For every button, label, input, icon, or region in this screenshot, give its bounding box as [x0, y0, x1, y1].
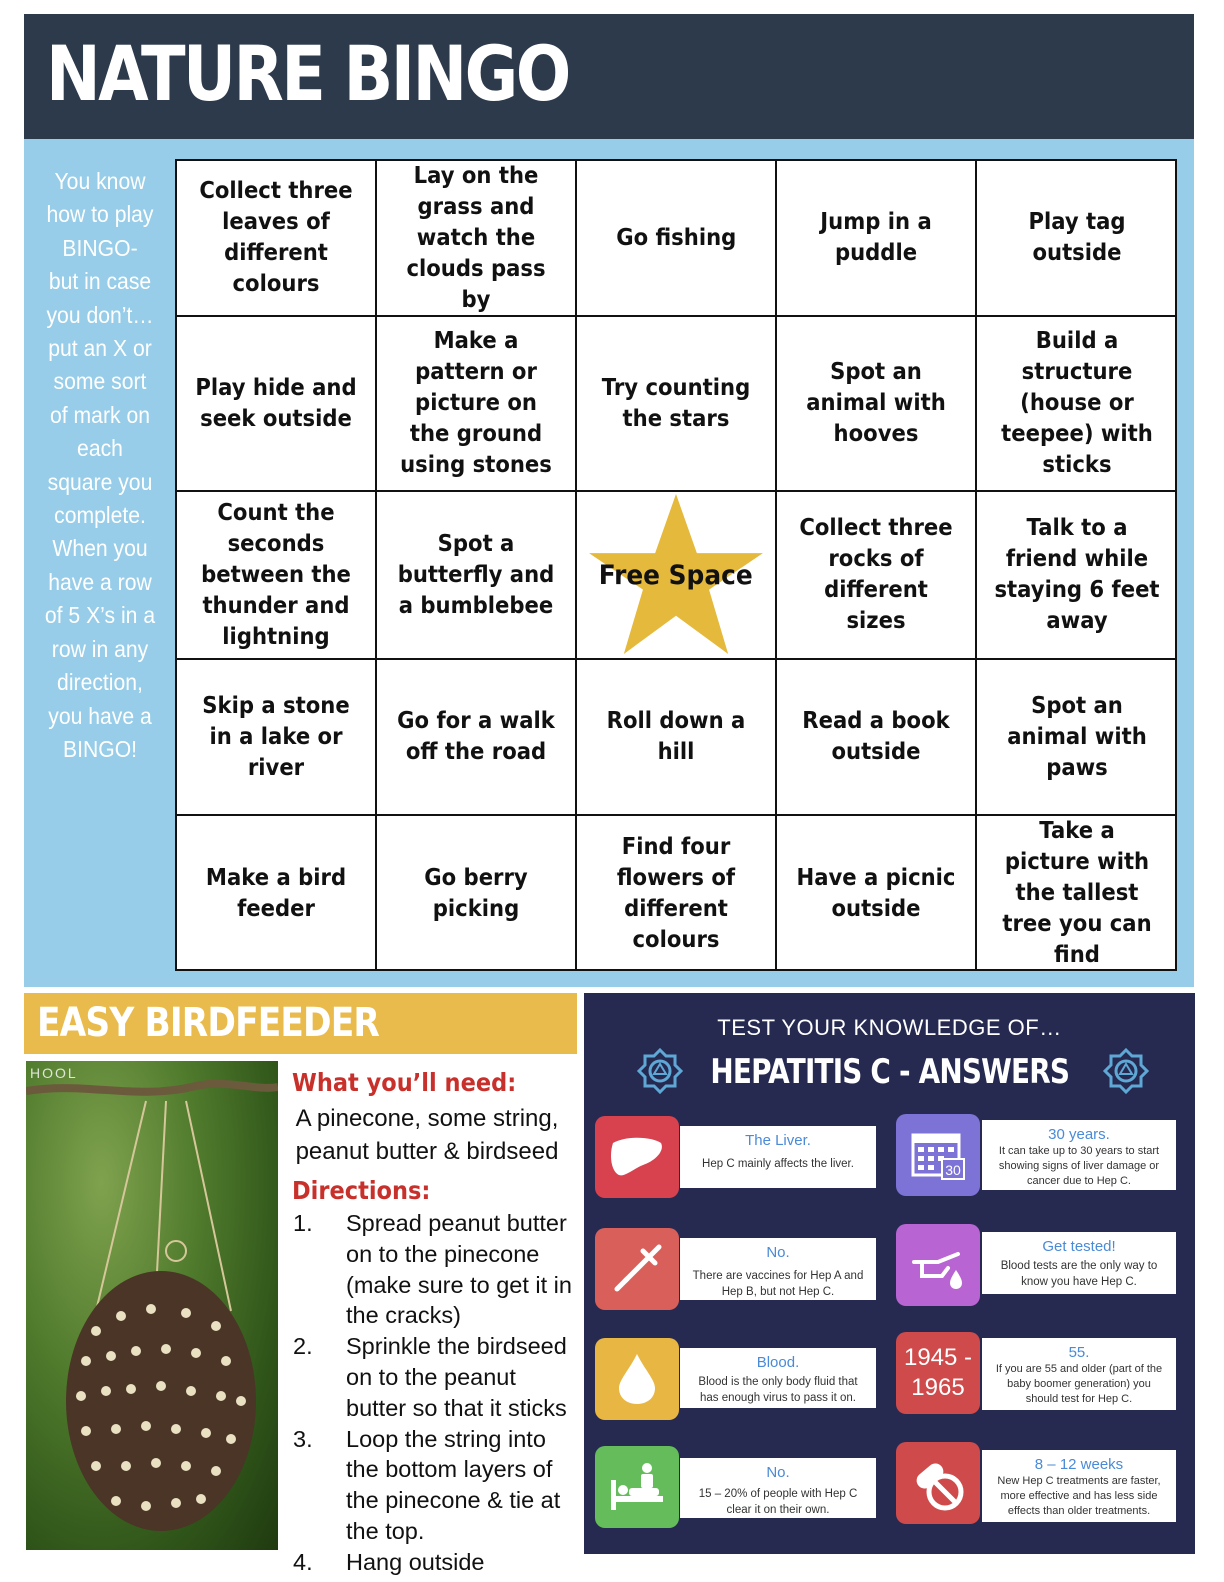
needs-heading: What you’ll need: [292, 1068, 517, 1097]
step-text: Sprinkle the birdseed on to the peanut butter so that it sticks [346, 1333, 567, 1421]
liver-icon [595, 1116, 679, 1198]
photo-watermark: HOOL [30, 1065, 78, 1081]
direction-step [292, 1424, 582, 1547]
answer-card [982, 1450, 1176, 1522]
years-start: 1945 - [903, 1344, 973, 1371]
calendar-number: 30 [945, 1162, 961, 1178]
bingo-square-label: Play tag outside [1028, 209, 1126, 266]
bingo-square-label: Play hide and seek outside [195, 374, 357, 432]
bingo-square[interactable] [577, 317, 777, 492]
answer-title: Blood. [756, 1354, 800, 1371]
answer-text: Blood is the only body fluid that has enough virus to pass it on. [698, 1376, 858, 1404]
needs-text: A pinecone, some string, peanut butter & birdseed [295, 1105, 559, 1165]
bingo-square-label: Find four flowers of different colours [616, 833, 736, 953]
pills-icon [896, 1442, 980, 1524]
direction-step [292, 1208, 582, 1331]
answer-text: Blood tests are the only way to know you have Hep C. [1000, 1260, 1158, 1288]
bingo-square-label: Collect three leaves of different colours [199, 178, 353, 297]
step-number: 4. [293, 1548, 313, 1575]
answer-title: 8 – 12 weeks [1034, 1456, 1124, 1473]
direction-step [292, 1547, 582, 1578]
gear-icon [1103, 1048, 1149, 1094]
birth-years-tile [896, 1332, 980, 1414]
years-end: 1965 [911, 1374, 965, 1401]
step-text: Hang outside [346, 1548, 485, 1575]
bingo-square-label: Skip a stone in a lake or river [202, 692, 350, 781]
bingo-instructions: You know how to play BINGO- but in case you don’t… put an X or some sort of mark on each square you complete. When you have a row of 5 X’s in a row in any direction, you have a BINGO! [44, 168, 156, 762]
bingo-square-label: Have a picnic outside [796, 864, 956, 922]
bingo-square[interactable] [777, 161, 977, 317]
step-text: Spread peanut butter on to the pinecone (make sure to get it in the cracks) [346, 1210, 572, 1329]
answer-title: Get tested! [1042, 1238, 1116, 1255]
bingo-square-label: Spot an animal with hooves [806, 359, 946, 447]
calendar-icon [896, 1114, 980, 1196]
directions-heading: Directions: [292, 1176, 431, 1205]
bingo-square[interactable] [777, 492, 977, 660]
bingo-square[interactable] [777, 660, 977, 816]
bingo-square-label: Talk to a friend while staying 6 feet away [994, 515, 1160, 634]
step-text: Loop the string into the bottom layers of the pinecone & tie at the top. [346, 1425, 561, 1544]
answer-card [680, 1348, 876, 1408]
step-number: 1. [293, 1210, 313, 1236]
bingo-square[interactable] [377, 816, 577, 971]
answer-card [982, 1232, 1176, 1294]
bingo-square[interactable] [377, 492, 577, 660]
bingo-square[interactable] [777, 816, 977, 971]
bingo-square-label: Read a book outside [802, 708, 950, 765]
bingo-square[interactable] [977, 660, 1177, 816]
bingo-square[interactable] [177, 492, 377, 660]
step-number: 2. [293, 1333, 313, 1360]
bingo-square-label: Go fishing [615, 224, 737, 251]
bingo-square-label: Collect three rocks of different sizes [799, 515, 953, 634]
bingo-square[interactable] [177, 161, 377, 317]
bingo-square-label: Spot a butterfly and a bumblebee [397, 530, 555, 619]
bingo-square[interactable] [977, 492, 1177, 660]
bingo-square[interactable] [577, 660, 777, 816]
answer-card [982, 1120, 1176, 1190]
bingo-square-label: Jump in a puddle [820, 209, 932, 266]
answer-card [680, 1126, 876, 1188]
bingo-square[interactable] [177, 317, 377, 492]
bingo-square-label: Count the seconds between the thunder and lightning [201, 499, 351, 650]
bingo-square-label: Roll down a hill [606, 708, 746, 765]
answer-text: Hep C mainly affects the liver. [702, 1158, 854, 1170]
answer-title: 55. [1068, 1344, 1090, 1361]
bingo-square[interactable] [177, 816, 377, 971]
answer-card [680, 1458, 876, 1518]
bingo-grid [175, 159, 1177, 971]
finger-prick-icon [896, 1224, 980, 1306]
bingo-square-label: Make a bird feeder [205, 864, 347, 922]
bingo-square[interactable] [977, 161, 1177, 317]
bingo-square-label: Build a structure (house or teepee) with sticks [1001, 328, 1153, 478]
gear-icon [637, 1048, 683, 1094]
bingo-square[interactable] [977, 317, 1177, 492]
bingo-square[interactable] [177, 660, 377, 816]
bingo-square-label: Spot an animal with paws [1007, 692, 1147, 781]
bingo-square-label: Make a pattern or picture on the ground using stones [400, 328, 552, 478]
bingo-square-label: Go berry picking [424, 864, 528, 922]
syringe-icon [595, 1228, 679, 1310]
pinecone-illustration [26, 1061, 278, 1550]
answer-card [982, 1338, 1176, 1410]
answer-title: No. [766, 1464, 790, 1481]
bingo-square[interactable] [777, 317, 977, 492]
step-number: 3. [293, 1425, 313, 1452]
directions-list [292, 1208, 582, 1578]
bingo-square[interactable] [377, 317, 577, 492]
direction-step [292, 1331, 582, 1423]
free-space-label: Free Space [599, 559, 753, 591]
answer-text: It can take up to 30 years to start showing signs of liver damage or cancer due to Hep C. [998, 1145, 1160, 1187]
answer-title: 30 years. [1048, 1126, 1110, 1143]
blood-drop-icon [595, 1338, 679, 1420]
patient-bed-icon [595, 1446, 679, 1528]
answer-text: 15 – 20% of people with Hep C clear it on their own. [698, 1488, 858, 1516]
hepatitis-subtitle: TEST YOUR KNOWLEDGE OF… [717, 1015, 1062, 1040]
answer-title: The Liver. [745, 1132, 811, 1149]
page-title: NATURE BINGO [46, 29, 569, 118]
answer-title: No. [766, 1244, 790, 1261]
birdfeeder-title: EASY BIRDFEEDER [37, 1000, 379, 1046]
bingo-square[interactable] [577, 816, 777, 971]
bingo-square[interactable] [577, 161, 777, 317]
page-header [24, 14, 1194, 139]
answer-card [680, 1238, 876, 1300]
bingo-square[interactable] [977, 816, 1177, 971]
pinecone-feeder-photo [26, 1061, 278, 1550]
bingo-square-label: Lay on the grass and watch the clouds pass by [406, 162, 546, 313]
free-space-square[interactable] [577, 492, 777, 660]
hepatitis-title-text: HEPATITIS C - ANSWERS [710, 1052, 1069, 1092]
bingo-square-label: Take a picture with the tallest tree you can find [1002, 818, 1152, 968]
bingo-square[interactable] [377, 161, 577, 317]
answer-text: If you are 55 and older (part of the baby boomer generation) you should test for Hep C. [995, 1363, 1163, 1405]
bingo-square[interactable] [377, 660, 577, 816]
bingo-square-label: Try counting the stars [601, 374, 751, 432]
answer-text: There are vaccines for Hep A and Hep B, but not Hep C. [692, 1270, 864, 1298]
bingo-square-label: Go for a walk off the road [397, 708, 555, 765]
answer-text: New Hep C treatments are faster, more effective and has less side effects than older treatments. [997, 1475, 1161, 1517]
